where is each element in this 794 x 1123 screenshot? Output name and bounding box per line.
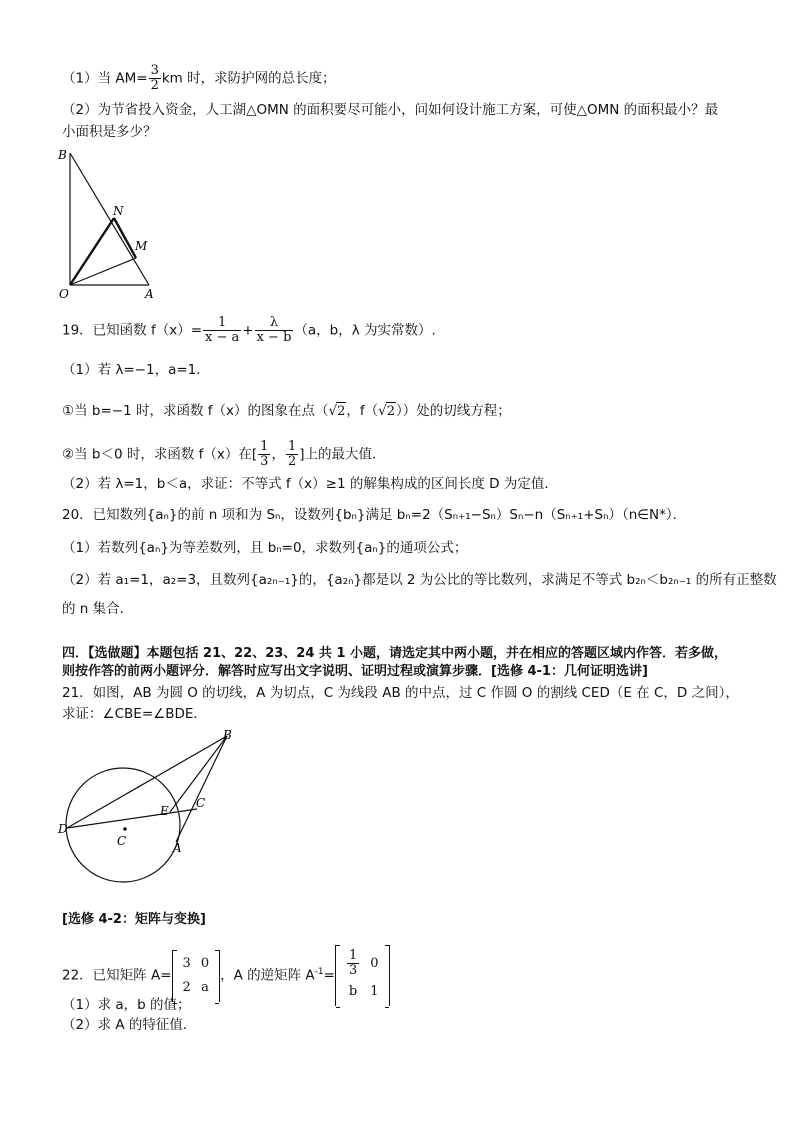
label-C: C: [196, 796, 206, 810]
q21-circle-figure: [55, 725, 245, 890]
q22-part2: （2）求 A 的特征值．: [62, 1017, 197, 1033]
q19-part2: （2）若 λ=1，b＜a，求证：不等式 f（x）≥1 的解集构成的区间长度 D 为定值．: [62, 476, 558, 492]
label-A: A: [173, 841, 182, 855]
fraction-3-2: $\frac{3}{2}$: [150, 63, 159, 93]
fraction-1-3: $\frac{1}{3}$: [348, 948, 358, 978]
q20-part2-line1: （2）若 a₁=1，a₂=3，且数列{a₂ₙ₋₁}的，{a₂ₙ}都是以 2 为公比的等比数列，求满足不等式 b₂ₙ＜b₂ₙ₋₁ 的所有正整数: [62, 572, 777, 588]
q18-part1: （1）当 AM= $\frac{3}{2}$ km 时，求防护网的总长度；: [62, 63, 336, 93]
q21-line2: 求证：∠CBE=∠BDE．: [62, 706, 207, 722]
q19-sub2: ②当 b＜0 时，求函数 f（x）在[ $\frac{1}{3}$ ， $\frac{1}{2}$ ]上的最大值．: [62, 439, 386, 469]
q21-line1: 21．如图，AB 为圆 O 的切线，A 为切点，C 为线段 AB 的中点，过 C 作圆 O 的割线 CED（E 在 C，D 之间），: [62, 685, 739, 701]
label-N: N: [113, 204, 124, 218]
label-B: B: [223, 728, 232, 742]
section4-line2: 则按作答的前两小题评分．解答时应写出文字说明、证明过程或演算步骤．[选修 4-1：几何证明选讲]: [62, 664, 648, 679]
elective-4-2-heading: [选修 4-2：矩阵与变换]: [62, 912, 206, 927]
line-DB: [67, 736, 227, 828]
q22-stem: 22．已知矩阵 A= 3 0 2 a ，A 的逆矩阵 $A^{-1}=$ $\frac{1}{3}$ 0 b 1: [62, 945, 390, 1006]
center-dot: [123, 827, 127, 831]
label-D: D: [58, 822, 68, 836]
label-A: A: [145, 287, 154, 301]
fraction-lambda-over-x-b: $\frac{\lambda}{x - b}$: [256, 315, 292, 345]
fraction-1-2: $\frac{1}{2}$: [287, 439, 297, 469]
segment-NM: [114, 218, 136, 258]
q19-stem: 19．已知函数 f（x）= $\frac{1}{x - a}$ + $\frac{\lambda}{x - b}$ （a，b，λ 为实常数）.: [62, 315, 436, 345]
segment-ON: [70, 218, 114, 285]
label-M: M: [135, 239, 148, 253]
line-DC: [67, 809, 197, 828]
q18-triangle-figure: [55, 145, 165, 305]
matrix-A: 3 0 2 a: [172, 950, 221, 1002]
label-B: B: [58, 148, 67, 162]
label-center: C: [117, 834, 127, 848]
q19-part1: （1）若 λ=−1，a=1．: [62, 362, 210, 378]
fraction-1-3: $\frac{1}{3}$: [260, 439, 269, 469]
q19-sub1: ①当 b=−1 时，求函数 f（x）的图象在点（√2，f（√2））处的切线方程；: [62, 403, 511, 419]
q20-part1: （1）若数列{aₙ}为等差数列，且 bₙ=0，求数列{aₙ}的通项公式；: [62, 540, 468, 556]
circle-O: [66, 768, 180, 882]
label-E: E: [160, 804, 169, 818]
q20-part2-line2: 的 n 集合．: [62, 601, 134, 617]
q18-part2-line2: 小面积是多少？: [62, 124, 157, 140]
matrix-A-inverse: $\frac{1}{3}$ 0 b 1: [335, 945, 390, 1006]
q18-part2-line1: （2）为节省投入资金，人工湖△OMN 的面积要尽可能小，问如何设计施工方案，可使△OMN 的面积最小？最: [62, 102, 719, 118]
q20-stem: 20．已知数列{aₙ}的前 n 项和为 Sₙ，设数列{bₙ}满足 bₙ=2（Sₙ₊₁−Sₙ）Sₙ−n（Sₙ₊₁+Sₙ）（n∈N*）．: [62, 507, 687, 523]
section4-line1: 四．【选做题】本题包括 21、22、23、24 共 1 小题，请选定其中两小题，并在相应的答题区域内作答．若多做，: [62, 646, 728, 661]
label-O: O: [59, 287, 69, 301]
line-BA: [176, 736, 227, 842]
q22-part1: （1）求 a，b 的值；: [62, 997, 191, 1013]
fraction-1-over-x-a: $\frac{1}{x - a}$: [205, 315, 240, 345]
